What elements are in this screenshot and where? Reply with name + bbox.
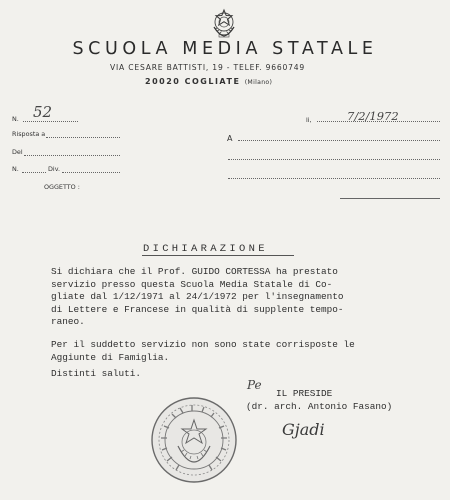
reply-label: Risposta a — [12, 130, 46, 138]
signer-name: (dr. arch. Antonio Fasano) — [246, 401, 393, 412]
paragraph-1-line: servizio presso questa Scuola Media Statale di Co- — [51, 278, 333, 290]
declaration-heading: DICHIARAZIONE — [143, 243, 268, 255]
school-stamp-icon — [150, 396, 238, 484]
addressee-line-1 — [238, 140, 440, 141]
addressee-line-3 — [228, 178, 440, 179]
addressee-rule — [340, 198, 440, 199]
handwritten-signature: Gjadi — [282, 420, 325, 439]
addressee-line-2 — [228, 159, 440, 160]
school-address: VIA CESARE BATTISTI, 19 - TELEF. 9660749 — [110, 63, 306, 72]
number-line — [23, 121, 78, 122]
paragraph-2 — [51, 339, 355, 364]
paragraph-1 — [51, 266, 344, 329]
reply-line — [46, 137, 120, 138]
paragraph-2-line: Per il suddetto servizio non sono state corrisposte le — [51, 339, 355, 350]
paragraph-2-line: Aggiunte di Famiglia. — [51, 351, 170, 363]
closing-line: Distinti saluti. — [51, 368, 142, 379]
school-province: (Milano) — [244, 79, 273, 86]
addressee-label: A — [227, 134, 233, 143]
n-line — [22, 172, 46, 173]
n-label: N. — [12, 165, 19, 173]
per-note: Pe — [247, 378, 262, 392]
date-value: 7/2/1972 — [347, 109, 399, 123]
date-label: li, — [306, 116, 312, 124]
div-label: Div. — [48, 165, 61, 173]
protocol-number: 52 — [33, 103, 53, 121]
paragraph-1-line: Si dichiara che il Prof. GUIDO CORTESSA ha prestato — [51, 266, 338, 277]
school-title: SCUOLA MEDIA STATALE — [72, 39, 378, 59]
heading-underline — [142, 255, 294, 256]
paragraph-1-line: di Lettere e Francese in qualità di supplente tempo- — [51, 303, 344, 315]
del-line — [24, 155, 120, 156]
paragraph-1-line: gliate dal 1/12/1971 al 24/1/1972 per l'insegnamento — [51, 291, 344, 303]
republic-emblem-icon — [211, 8, 237, 38]
signer-role: IL PRESIDE — [276, 388, 333, 399]
div-line — [62, 172, 120, 173]
del-label: Del — [12, 148, 23, 156]
number-label: N. — [12, 115, 19, 123]
school-city — [145, 77, 272, 86]
paragraph-1-line: raneo. — [51, 316, 85, 328]
subject-label: OGGETTO : — [44, 183, 80, 191]
school-city-name: 20020 COGLIATE — [145, 77, 241, 86]
